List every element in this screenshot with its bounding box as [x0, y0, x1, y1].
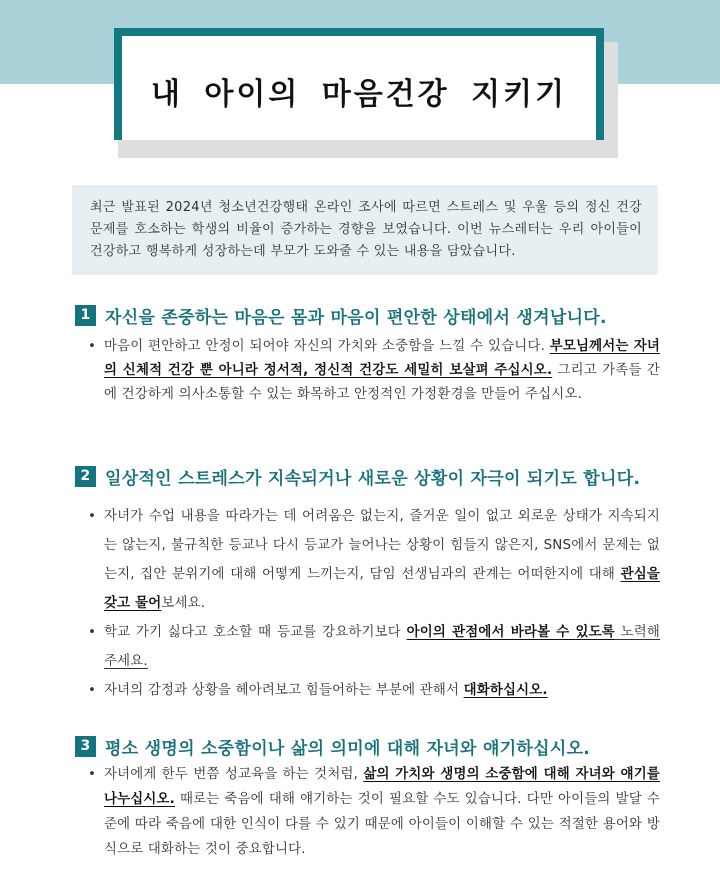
section-2-title: 일상적인 스트레스가 지속되거나 새로운 상황이 자극이 되기도 합니다. — [105, 469, 641, 489]
section-1-heading — [75, 303, 607, 328]
list-item: • 학교 가기 싫다고 호소할 때 등교를 강요하기보다 아이의 관점에서 바라볼 수 있도록 노력해 주세요. — [88, 618, 660, 676]
section-3-heading — [75, 734, 590, 759]
section-1-number: 1 — [75, 305, 96, 326]
section-2-heading — [75, 464, 640, 489]
section-3-number: 3 — [75, 736, 96, 757]
section-3-list — [88, 762, 660, 862]
emphasis-text: 대화하십시오. — [463, 683, 548, 698]
section-3-title: 평소 생명의 소중함이나 삶의 의미에 대해 자녀와 얘기하십시오. — [105, 739, 591, 759]
list-item: • 자녀가 수업 내용을 따라가는 데 어려움은 없는지, 즐거운 일이 없고 외로운 상태가 지속되지는 않는지, 불규칙한 등교나 다시 등교가 늘어나는 상황이 힘들지 않은지, SNS에서 문제는 없는지, 집안 분위기에 대해 어떻게 느끼는지, 담임 선생님과의 관계는 어떠한지에 대해 관심을 갖고 물어보세요. — [88, 502, 660, 618]
list-item: • 자녀의 감정과 상황을 헤아려보고 힘들어하는 부분에 관해서 대화하십시오. — [88, 676, 660, 705]
emphasis-text: 관심을 갖고 물어 — [104, 567, 660, 611]
section-1-title: 자신을 존중하는 마음은 몸과 마음이 편안한 상태에서 생겨납니다. — [105, 308, 607, 328]
title-box — [114, 28, 604, 140]
section-2-number: 2 — [75, 466, 96, 487]
section-1-list — [88, 335, 660, 407]
intro-box: 최근 발표된 2024년 청소년건강행태 온라인 조사에 따르면 스트레스 및 우울 등의 정신 건강 문제를 호소하는 학생의 비율이 증가하는 경향을 보였습니다. 이번 뉴스레터는 우리 아이들이 건강하고 행복하게 성장하는데 부모가 도와줄 수 있는 내용을 담았습니다. — [72, 185, 658, 275]
section-2-list — [88, 502, 660, 705]
emphasis-text: 삶의 가치와 생명의 소중함에 대해 자녀와 얘기를 나누십시오. — [104, 767, 660, 807]
list-item: • 마음이 편안하고 안정이 되어야 자신의 가치와 소중함을 느낄 수 있습니다. 부모님께서는 자녀의 신체적 건강 뿐 아니라 정서적, 정신적 건강도 세밀히 보살펴 주십시오. 그리고 가족들 간에 건강하게 의사소통할 수 있는 화목하고 안정적인 가정환경을 만들어 주십시오. — [88, 335, 660, 407]
emphasis-text: 부모님께서는 자녀의 신체적 건강 뿐 아니라 정서적, 정신적 건강도 세밀히 보살펴 주십시오. — [104, 339, 660, 378]
emphasis-text: 아이의 관점에서 바라볼 수 있도록 — [406, 625, 615, 640]
list-item: • 자녀에게 한두 번쯤 성교육을 하는 것처럼, 삶의 가치와 생명의 소중함에 대해 자녀와 얘기를 나누십시오. 때로는 죽음에 대해 얘기하는 것이 필요할 수도 있습니다. 다만 아이들의 발달 수준에 따라 죽음에 대한 인식이 다를 수 있기 때문에 아이들이 이해할 수 있는 적절한 용어와 방식으로 대화하는 것이 중요합니다. — [88, 762, 660, 862]
page-title: 내 아이의 마음건강 지키기 — [150, 77, 568, 112]
